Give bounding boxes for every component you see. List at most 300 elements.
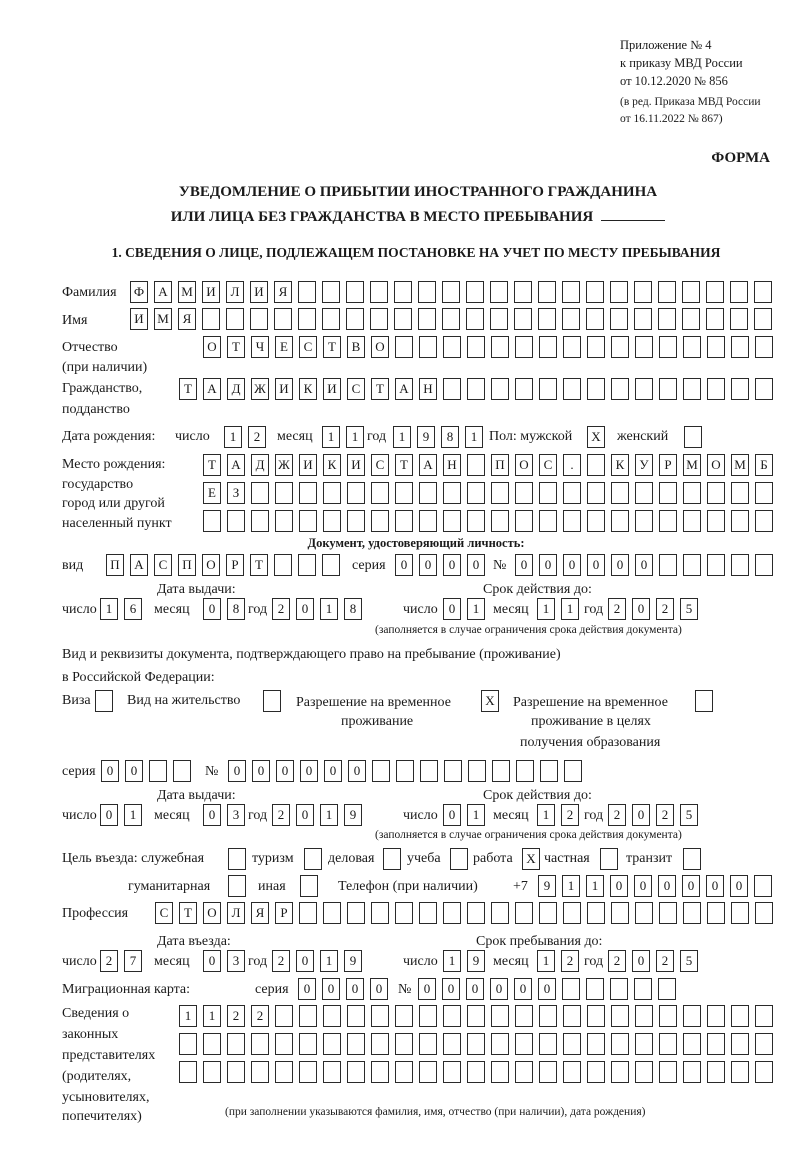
- char-cell[interactable]: [371, 510, 389, 532]
- char-cell[interactable]: 0: [276, 760, 294, 782]
- char-cell[interactable]: 0: [298, 978, 316, 1000]
- char-cell[interactable]: Б: [755, 454, 773, 476]
- char-cell[interactable]: 0: [466, 978, 484, 1000]
- char-cell[interactable]: 6: [124, 598, 142, 620]
- char-cell[interactable]: [682, 308, 700, 330]
- char-cell[interactable]: [371, 482, 389, 504]
- char-cell[interactable]: И: [347, 454, 365, 476]
- char-cell[interactable]: [515, 378, 533, 400]
- char-cell[interactable]: [516, 760, 534, 782]
- char-cell[interactable]: 0: [515, 554, 533, 576]
- char-cell[interactable]: 0: [682, 875, 700, 897]
- char-cell[interactable]: О: [515, 454, 533, 476]
- char-cell[interactable]: 0: [203, 950, 221, 972]
- char-cell[interactable]: [683, 378, 701, 400]
- char-cell[interactable]: [539, 482, 557, 504]
- char-cell[interactable]: 0: [296, 950, 314, 972]
- char-cell[interactable]: [299, 1005, 317, 1027]
- char-cell[interactable]: 0: [322, 978, 340, 1000]
- char-cell[interactable]: [587, 454, 605, 476]
- char-cell[interactable]: [418, 281, 436, 303]
- char-cell[interactable]: 1: [320, 950, 338, 972]
- char-cell[interactable]: [563, 1061, 581, 1083]
- char-cell[interactable]: [562, 308, 580, 330]
- char-cell[interactable]: 2: [561, 804, 579, 826]
- char-cell[interactable]: 0: [296, 598, 314, 620]
- char-cell[interactable]: 0: [730, 875, 748, 897]
- char-cell[interactable]: Я: [178, 308, 196, 330]
- char-cell[interactable]: [731, 902, 749, 924]
- char-cell[interactable]: [611, 510, 629, 532]
- char-cell[interactable]: 0: [203, 598, 221, 620]
- char-cell[interactable]: [347, 510, 365, 532]
- char-cell[interactable]: [467, 1033, 485, 1055]
- checkbox-cell[interactable]: [450, 848, 468, 870]
- char-cell[interactable]: [707, 336, 725, 358]
- char-cell[interactable]: 0: [443, 554, 461, 576]
- char-cell[interactable]: [611, 902, 629, 924]
- char-cell[interactable]: [539, 378, 557, 400]
- char-cell[interactable]: [323, 1005, 341, 1027]
- char-cell[interactable]: Р: [275, 902, 293, 924]
- char-cell[interactable]: [299, 902, 317, 924]
- char-cell[interactable]: [347, 1033, 365, 1055]
- char-cell[interactable]: Т: [250, 554, 268, 576]
- char-cell[interactable]: Т: [323, 336, 341, 358]
- char-cell[interactable]: [610, 281, 628, 303]
- char-cell[interactable]: [562, 281, 580, 303]
- char-cell[interactable]: [492, 760, 510, 782]
- char-cell[interactable]: [563, 336, 581, 358]
- char-cell[interactable]: Е: [203, 482, 221, 504]
- char-cell[interactable]: И: [275, 378, 293, 400]
- char-cell[interactable]: С: [299, 336, 317, 358]
- char-cell[interactable]: [707, 1033, 725, 1055]
- char-cell[interactable]: 0: [658, 875, 676, 897]
- char-cell[interactable]: [298, 554, 316, 576]
- char-cell[interactable]: [467, 510, 485, 532]
- checkbox-cell[interactable]: [300, 875, 318, 897]
- checkbox-cell[interactable]: [263, 690, 281, 712]
- char-cell[interactable]: У: [635, 454, 653, 476]
- char-cell[interactable]: 1: [537, 950, 555, 972]
- char-cell[interactable]: [443, 1033, 461, 1055]
- char-cell[interactable]: [226, 308, 244, 330]
- char-cell[interactable]: [683, 902, 701, 924]
- checkbox-cell[interactable]: [228, 875, 246, 897]
- char-cell[interactable]: [298, 281, 316, 303]
- checkbox-cell[interactable]: [695, 690, 713, 712]
- char-cell[interactable]: 1: [537, 804, 555, 826]
- char-cell[interactable]: [683, 1061, 701, 1083]
- char-cell[interactable]: С: [371, 454, 389, 476]
- char-cell[interactable]: [755, 1033, 773, 1055]
- char-cell[interactable]: [395, 1033, 413, 1055]
- char-cell[interactable]: 0: [443, 804, 461, 826]
- char-cell[interactable]: [755, 378, 773, 400]
- char-cell[interactable]: [467, 378, 485, 400]
- char-cell[interactable]: [466, 281, 484, 303]
- char-cell[interactable]: 0: [467, 554, 485, 576]
- char-cell[interactable]: [587, 1061, 605, 1083]
- char-cell[interactable]: [755, 1061, 773, 1083]
- char-cell[interactable]: З: [227, 482, 245, 504]
- char-cell[interactable]: [372, 760, 390, 782]
- char-cell[interactable]: [659, 1005, 677, 1027]
- char-cell[interactable]: [515, 510, 533, 532]
- char-cell[interactable]: [635, 1005, 653, 1027]
- char-cell[interactable]: [346, 281, 364, 303]
- char-cell[interactable]: [730, 281, 748, 303]
- char-cell[interactable]: .: [563, 454, 581, 476]
- char-cell[interactable]: [442, 308, 460, 330]
- char-cell[interactable]: 0: [632, 598, 650, 620]
- char-cell[interactable]: [658, 308, 676, 330]
- char-cell[interactable]: [563, 1005, 581, 1027]
- char-cell[interactable]: [490, 281, 508, 303]
- char-cell[interactable]: [395, 1005, 413, 1027]
- char-cell[interactable]: [515, 482, 533, 504]
- char-cell[interactable]: [443, 482, 461, 504]
- char-cell[interactable]: [396, 760, 414, 782]
- char-cell[interactable]: [467, 482, 485, 504]
- char-cell[interactable]: 2: [251, 1005, 269, 1027]
- char-cell[interactable]: [538, 281, 556, 303]
- char-cell[interactable]: [586, 308, 604, 330]
- char-cell[interactable]: [539, 510, 557, 532]
- char-cell[interactable]: 0: [348, 760, 366, 782]
- char-cell[interactable]: К: [611, 454, 629, 476]
- char-cell[interactable]: [467, 902, 485, 924]
- char-cell[interactable]: О: [371, 336, 389, 358]
- char-cell[interactable]: 0: [539, 554, 557, 576]
- char-cell[interactable]: [179, 1061, 197, 1083]
- char-cell[interactable]: [274, 554, 292, 576]
- char-cell[interactable]: [635, 1033, 653, 1055]
- char-cell[interactable]: 5: [680, 950, 698, 972]
- char-cell[interactable]: [491, 336, 509, 358]
- char-cell[interactable]: 5: [680, 598, 698, 620]
- char-cell[interactable]: [275, 482, 293, 504]
- char-cell[interactable]: [443, 1061, 461, 1083]
- char-cell[interactable]: 9: [467, 950, 485, 972]
- char-cell[interactable]: А: [395, 378, 413, 400]
- char-cell[interactable]: 0: [632, 804, 650, 826]
- char-cell[interactable]: [755, 336, 773, 358]
- char-cell[interactable]: [635, 1061, 653, 1083]
- char-cell[interactable]: 1: [586, 875, 604, 897]
- char-cell[interactable]: 0: [101, 760, 119, 782]
- char-cell[interactable]: [149, 760, 167, 782]
- char-cell[interactable]: 0: [635, 554, 653, 576]
- char-cell[interactable]: 0: [634, 875, 652, 897]
- char-cell[interactable]: 0: [443, 598, 461, 620]
- char-cell[interactable]: [173, 760, 191, 782]
- char-cell[interactable]: [587, 1005, 605, 1027]
- char-cell[interactable]: [707, 902, 725, 924]
- char-cell[interactable]: А: [130, 554, 148, 576]
- char-cell[interactable]: [395, 902, 413, 924]
- char-cell[interactable]: 2: [272, 598, 290, 620]
- char-cell[interactable]: [635, 336, 653, 358]
- char-cell[interactable]: Ч: [251, 336, 269, 358]
- char-cell[interactable]: [418, 308, 436, 330]
- char-cell[interactable]: 1: [322, 426, 340, 448]
- char-cell[interactable]: 9: [417, 426, 435, 448]
- char-cell[interactable]: 0: [563, 554, 581, 576]
- char-cell[interactable]: [251, 482, 269, 504]
- char-cell[interactable]: [635, 482, 653, 504]
- char-cell[interactable]: Я: [251, 902, 269, 924]
- char-cell[interactable]: И: [299, 454, 317, 476]
- char-cell[interactable]: Р: [659, 454, 677, 476]
- char-cell[interactable]: [347, 902, 365, 924]
- char-cell[interactable]: [755, 510, 773, 532]
- char-cell[interactable]: [587, 1033, 605, 1055]
- char-cell[interactable]: 8: [227, 598, 245, 620]
- char-cell[interactable]: Т: [227, 336, 245, 358]
- char-cell[interactable]: [250, 308, 268, 330]
- char-cell[interactable]: [610, 978, 628, 1000]
- checkbox-cell[interactable]: [684, 426, 702, 448]
- char-cell[interactable]: [586, 281, 604, 303]
- char-cell[interactable]: С: [347, 378, 365, 400]
- char-cell[interactable]: [659, 1061, 677, 1083]
- char-cell[interactable]: А: [154, 281, 172, 303]
- char-cell[interactable]: [659, 510, 677, 532]
- char-cell[interactable]: [707, 1061, 725, 1083]
- char-cell[interactable]: [179, 1033, 197, 1055]
- char-cell[interactable]: 2: [272, 950, 290, 972]
- char-cell[interactable]: 0: [514, 978, 532, 1000]
- char-cell[interactable]: [706, 308, 724, 330]
- char-cell[interactable]: 1: [467, 804, 485, 826]
- char-cell[interactable]: [227, 510, 245, 532]
- char-cell[interactable]: [754, 308, 772, 330]
- char-cell[interactable]: [298, 308, 316, 330]
- char-cell[interactable]: [515, 902, 533, 924]
- char-cell[interactable]: [299, 482, 317, 504]
- char-cell[interactable]: [611, 1005, 629, 1027]
- char-cell[interactable]: [419, 1033, 437, 1055]
- char-cell[interactable]: [419, 482, 437, 504]
- char-cell[interactable]: [611, 1033, 629, 1055]
- char-cell[interactable]: 1: [124, 804, 142, 826]
- char-cell[interactable]: 0: [418, 978, 436, 1000]
- char-cell[interactable]: С: [154, 554, 172, 576]
- char-cell[interactable]: [683, 510, 701, 532]
- char-cell[interactable]: [587, 378, 605, 400]
- char-cell[interactable]: [564, 760, 582, 782]
- char-cell[interactable]: [731, 554, 749, 576]
- char-cell[interactable]: [491, 378, 509, 400]
- char-cell[interactable]: М: [731, 454, 749, 476]
- char-cell[interactable]: 0: [370, 978, 388, 1000]
- char-cell[interactable]: [538, 308, 556, 330]
- char-cell[interactable]: Т: [203, 454, 221, 476]
- char-cell[interactable]: [731, 482, 749, 504]
- char-cell[interactable]: 0: [419, 554, 437, 576]
- checkbox-cell[interactable]: X: [481, 690, 499, 712]
- char-cell[interactable]: [442, 281, 460, 303]
- char-cell[interactable]: К: [299, 378, 317, 400]
- char-cell[interactable]: 1: [100, 598, 118, 620]
- char-cell[interactable]: 0: [296, 804, 314, 826]
- char-cell[interactable]: 0: [203, 804, 221, 826]
- char-cell[interactable]: [347, 1061, 365, 1083]
- char-cell[interactable]: [491, 510, 509, 532]
- char-cell[interactable]: 0: [395, 554, 413, 576]
- char-cell[interactable]: [203, 1033, 221, 1055]
- char-cell[interactable]: [490, 308, 508, 330]
- char-cell[interactable]: 9: [344, 804, 362, 826]
- char-cell[interactable]: [731, 1005, 749, 1027]
- char-cell[interactable]: [443, 510, 461, 532]
- char-cell[interactable]: [610, 308, 628, 330]
- char-cell[interactable]: Н: [443, 454, 461, 476]
- char-cell[interactable]: [706, 281, 724, 303]
- char-cell[interactable]: 0: [324, 760, 342, 782]
- char-cell[interactable]: [683, 554, 701, 576]
- char-cell[interactable]: [323, 482, 341, 504]
- char-cell[interactable]: 2: [656, 804, 674, 826]
- char-cell[interactable]: 9: [344, 950, 362, 972]
- char-cell[interactable]: 0: [346, 978, 364, 1000]
- checkbox-cell[interactable]: [228, 848, 246, 870]
- char-cell[interactable]: О: [203, 902, 221, 924]
- char-cell[interactable]: [539, 1005, 557, 1027]
- char-cell[interactable]: [467, 454, 485, 476]
- char-cell[interactable]: 2: [656, 950, 674, 972]
- char-cell[interactable]: [707, 482, 725, 504]
- char-cell[interactable]: [755, 1005, 773, 1027]
- char-cell[interactable]: [731, 378, 749, 400]
- char-cell[interactable]: [346, 308, 364, 330]
- char-cell[interactable]: [491, 1005, 509, 1027]
- char-cell[interactable]: Я: [274, 281, 292, 303]
- char-cell[interactable]: М: [683, 454, 701, 476]
- char-cell[interactable]: [659, 902, 677, 924]
- char-cell[interactable]: [203, 1061, 221, 1083]
- char-cell[interactable]: 1: [320, 598, 338, 620]
- char-cell[interactable]: [659, 336, 677, 358]
- char-cell[interactable]: [370, 281, 388, 303]
- char-cell[interactable]: [634, 308, 652, 330]
- char-cell[interactable]: [539, 1033, 557, 1055]
- char-cell[interactable]: [419, 1005, 437, 1027]
- char-cell[interactable]: [443, 378, 461, 400]
- char-cell[interactable]: Ж: [275, 454, 293, 476]
- char-cell[interactable]: [467, 1061, 485, 1083]
- char-cell[interactable]: 1: [203, 1005, 221, 1027]
- char-cell[interactable]: [419, 1061, 437, 1083]
- char-cell[interactable]: [371, 1005, 389, 1027]
- char-cell[interactable]: П: [178, 554, 196, 576]
- char-cell[interactable]: [515, 1033, 533, 1055]
- char-cell[interactable]: [539, 1061, 557, 1083]
- char-cell[interactable]: [251, 1061, 269, 1083]
- char-cell[interactable]: [323, 1033, 341, 1055]
- checkbox-cell[interactable]: X: [587, 426, 605, 448]
- char-cell[interactable]: [202, 308, 220, 330]
- char-cell[interactable]: [443, 1005, 461, 1027]
- char-cell[interactable]: А: [203, 378, 221, 400]
- char-cell[interactable]: [371, 1061, 389, 1083]
- char-cell[interactable]: М: [178, 281, 196, 303]
- checkbox-cell[interactable]: [95, 690, 113, 712]
- char-cell[interactable]: Р: [226, 554, 244, 576]
- char-cell[interactable]: [658, 978, 676, 1000]
- char-cell[interactable]: [562, 978, 580, 1000]
- char-cell[interactable]: [322, 281, 340, 303]
- checkbox-cell[interactable]: X: [522, 848, 540, 870]
- char-cell[interactable]: [395, 482, 413, 504]
- char-cell[interactable]: О: [203, 336, 221, 358]
- char-cell[interactable]: [707, 554, 725, 576]
- char-cell[interactable]: И: [202, 281, 220, 303]
- char-cell[interactable]: [634, 281, 652, 303]
- char-cell[interactable]: В: [347, 336, 365, 358]
- char-cell[interactable]: [347, 482, 365, 504]
- char-cell[interactable]: 1: [467, 598, 485, 620]
- char-cell[interactable]: [275, 1005, 293, 1027]
- char-cell[interactable]: [754, 875, 772, 897]
- checkbox-cell[interactable]: [304, 848, 322, 870]
- char-cell[interactable]: [586, 978, 604, 1000]
- char-cell[interactable]: 0: [632, 950, 650, 972]
- char-cell[interactable]: 1: [465, 426, 483, 448]
- char-cell[interactable]: 1: [562, 875, 580, 897]
- char-cell[interactable]: И: [323, 378, 341, 400]
- char-cell[interactable]: [515, 1061, 533, 1083]
- checkbox-cell[interactable]: [383, 848, 401, 870]
- char-cell[interactable]: [658, 281, 676, 303]
- char-cell[interactable]: 1: [443, 950, 461, 972]
- char-cell[interactable]: [659, 378, 677, 400]
- char-cell[interactable]: [468, 760, 486, 782]
- char-cell[interactable]: [275, 1061, 293, 1083]
- char-cell[interactable]: 1: [179, 1005, 197, 1027]
- char-cell[interactable]: [515, 1005, 533, 1027]
- char-cell[interactable]: [274, 308, 292, 330]
- char-cell[interactable]: [419, 902, 437, 924]
- char-cell[interactable]: Л: [227, 902, 245, 924]
- char-cell[interactable]: [563, 482, 581, 504]
- char-cell[interactable]: П: [491, 454, 509, 476]
- char-cell[interactable]: 0: [300, 760, 318, 782]
- char-cell[interactable]: [227, 1061, 245, 1083]
- char-cell[interactable]: [323, 902, 341, 924]
- char-cell[interactable]: Д: [227, 378, 245, 400]
- char-cell[interactable]: [731, 1061, 749, 1083]
- char-cell[interactable]: [394, 281, 412, 303]
- place-of-stay-blank[interactable]: [601, 206, 665, 221]
- char-cell[interactable]: [635, 378, 653, 400]
- char-cell[interactable]: 1: [346, 426, 364, 448]
- char-cell[interactable]: [731, 1033, 749, 1055]
- char-cell[interactable]: [395, 510, 413, 532]
- char-cell[interactable]: [682, 281, 700, 303]
- char-cell[interactable]: [731, 510, 749, 532]
- char-cell[interactable]: [659, 482, 677, 504]
- checkbox-cell[interactable]: [683, 848, 701, 870]
- char-cell[interactable]: Н: [419, 378, 437, 400]
- char-cell[interactable]: [347, 1005, 365, 1027]
- char-cell[interactable]: [371, 1033, 389, 1055]
- char-cell[interactable]: 1: [537, 598, 555, 620]
- char-cell[interactable]: Ж: [251, 378, 269, 400]
- char-cell[interactable]: 2: [561, 950, 579, 972]
